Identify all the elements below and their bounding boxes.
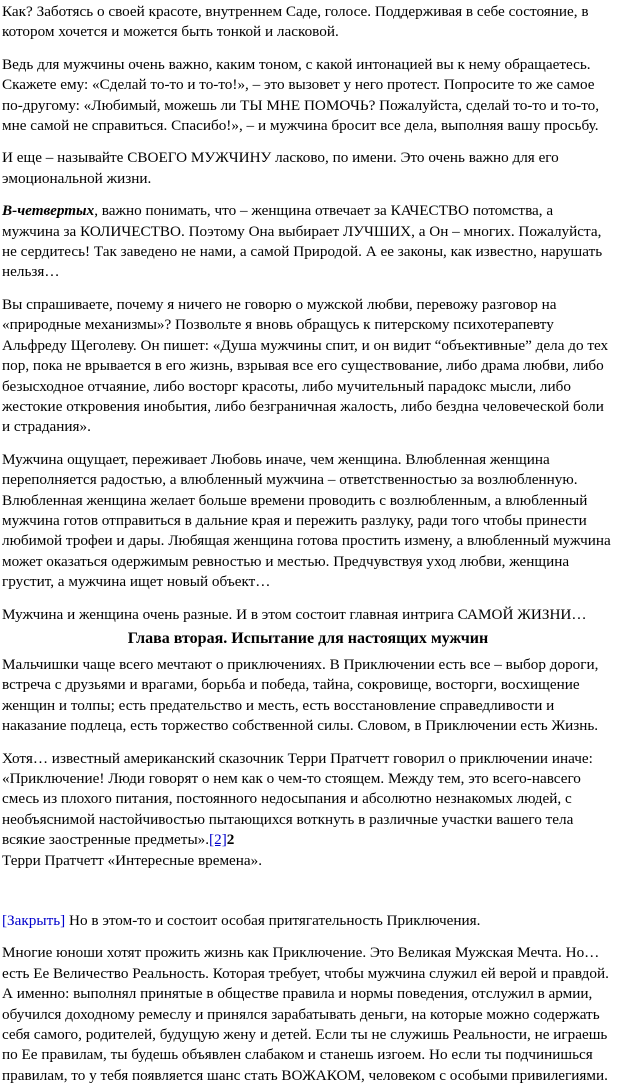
paragraph-7: Мужчина и женщина очень разные. И в этом состоит главная интрига САМОЙ ЖИЗНИ…: [2, 605, 587, 623]
paragraph-3: И еще – называйте СВОЕГО МУЖЧИНУ ласково, по имени. Это очень важно для его эмоциональной жизни.: [2, 149, 559, 187]
paragraph-10: [2, 911, 614, 931]
paragraph-9-text: Хотя… известный американский сказочник Терри Пратчетт говорил о приключении иначе: «Приключение! Люди говорят о нем как о чем-то стоящем. Между тем, это всего-навсего смесь из плохого питания, постоянного недосыпания и абсолютно незнакомых людей, с необъяснимой настойчивостью пытающихся воткнуть в различные участки вашего тела всякие заостренные предметы».: [2, 749, 593, 849]
paragraph-8: Мальчишки чаще всего мечтают о приключениях. В Приключении есть все – выбор дороги, встреча с друзьями и врагами, борьба и победа, тайна, сокровище, восторги, восхищение женщин и толпы; есть предательство и месть, есть восстановление справедливости и наказание подлеца, есть торжество собственной силы. Словом, в Приключении есть Жизнь.: [2, 655, 599, 735]
chapter-title: Глава вторая. Испытание для настоящих мужчин: [127, 629, 489, 647]
paragraph-6: Мужчина ощущает, переживает Любовь иначе, чем женщина. Влюбленная женщина переполняется радостью, а влюбленный мужчина – ответственностью за возлюбленную. Влюбленная женщина желает больше времени проводить с возлюбленным, а влюбленный мужчина готов отправиться в дальние края и пережить разлуку, ради того чтобы принести любимой трофеи и дары. Любящая женщина готова простить измену, а влюбленный мужчина может оказаться одержимым ревностью и местью. Предчувствуя уход любви, женщина грустит, а мужчина ищет новый объект…: [2, 450, 611, 591]
paragraph-5: Вы спрашиваете, почему я ничего не говорю о мужской любви, перевожу разговор на «природные механизмы»? Позвольте я вновь обращусь к питерскому психотерапевту Альфреду Щеголеву. Он пишет: «Душа мужчины спит, и он видит “объективные” дела до тех пор, пока не врывается в его жизнь, взрывая все его существование, либо драма любви, либо безысходное отчаяние, либо восторг красоты, либо мучительный парадокс мысли, либо жестокие откровения инобытия, либо безграничная жалость, либо бездна человеческой боли и страдания».: [2, 295, 609, 436]
quote-attribution: Терри Пратчетт «Интересные времена».: [2, 851, 263, 869]
paragraph-4-text: , важно понимать, что – женщина отвечает за КАЧЕСТВО потомства, а мужчина за КОЛИЧЕСТВО. Поэтому Она выбирает ЛУЧШИХ, а Он – многих. Пожалуйста, не сердитесь! Так заведено не нами, а самой Природой. А ее законы, как известно, нарушать нельзя…: [2, 202, 603, 281]
paragraph-11: Многие юноши хотят прожить жизнь как Приключение. Это Великая Мужская Мечта. Но… есть Ее Величество Реальность. Которая требует, чтобы мужчина служил ей верой и правдой. А именно: выполнял принятые в обществе правила и нормы поведения, отслужил в армии, обучился доходному ремеслу и принялся зарабатывать деньги, на которые можно содержать себя самого, родителей, будущую жену и детей. Если ты не служишь Реальности, не играешь по Ее правилам, ты будешь объявлен слабаком и станешь изгоем. Но если ты подчинишься правилам, то у тебя появляется шанс стать ВОЖАКОМ, человеком с особыми привилегиями.: [2, 944, 609, 1084]
footnote-number: 2: [226, 831, 235, 849]
paragraph-4-lead: В-четвертых: [2, 202, 95, 220]
spacer: [2, 871, 614, 891]
spacer: [2, 891, 614, 911]
footnote-link[interactable]: [2]: [209, 831, 227, 849]
paragraph-4: [2, 201, 614, 283]
paragraph-1: Как? Заботясь о своей красоте, внутреннем Саде, голосе. Поддерживая в себе состояние, в котором хочется и можется быть тонкой и ласковой.: [2, 3, 589, 41]
close-link[interactable]: [Закрыть]: [2, 912, 66, 930]
paragraph-10-text: Но в этом-то и состоит особая притягательность Приключения.: [65, 912, 481, 930]
paragraph-2: Ведь для мужчины очень важно, каким тоном, с какой интонацией вы к нему обращаетесь. Скажете ему: «Сделай то-то и то-то!», – это вызовет у него протест. Попросите то же самое по-другому: «Любимый, можешь ли ТЫ МНЕ ПОМОЧЬ? Пожалуйста, сделай то-то и то-то, мне самой не справиться. Спасибо!», – и мужчина бросит все дела, выполняя вашу просьбу.: [2, 55, 600, 135]
paragraph-9: [2, 749, 614, 851]
